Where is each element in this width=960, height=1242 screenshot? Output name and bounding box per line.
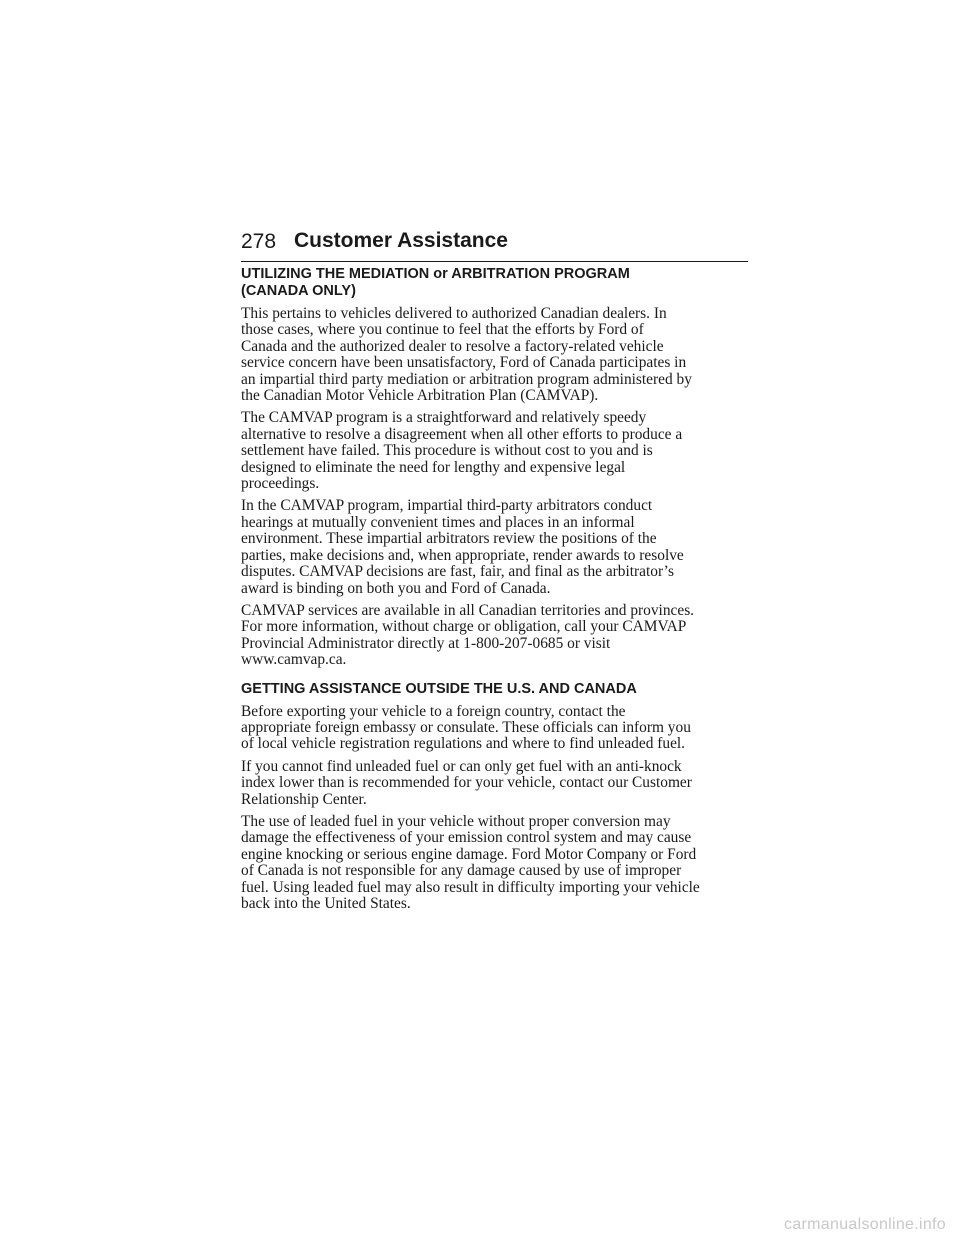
text-line: settlement have failed. This procedure is without cost to you and is — [241, 442, 653, 460]
text-line: hearings at mutually convenient times and places in an informal — [241, 513, 635, 531]
heading-outside-us-canada — [241, 681, 753, 698]
text-line: For more information, without charge or obligation, call your CAMVAP — [241, 618, 687, 636]
paragraph-canadian-dealers — [241, 306, 753, 404]
text-line: designed to eliminate the need for lengthy and expensive legal — [241, 458, 626, 476]
text-line: environment. These impartial arbitrators review the positions of the — [241, 530, 657, 548]
text-line: alternative to resolve a disagreement when all other efforts to produce a — [241, 425, 683, 443]
paragraph-camvap-services — [241, 603, 753, 669]
heading-line: GETTING ASSISTANCE OUTSIDE THE U.S. AND CANADA — [241, 680, 637, 697]
page-content — [241, 266, 753, 918]
page-header — [241, 229, 748, 262]
text-line: appropriate foreign embassy or consulate. These officials can inform you — [241, 718, 691, 736]
text-line: In the CAMVAP program, impartial third-party arbitrators conduct — [241, 497, 653, 515]
text-line: an impartial third party mediation or arbitration program administered by — [241, 370, 692, 388]
text-line: This pertains to vehicles delivered to authorized Canadian dealers. In — [241, 305, 667, 322]
text-line: index lower than is recommended for your vehicle, contact our Customer — [241, 774, 692, 792]
paragraph-leaded-fuel — [241, 814, 753, 912]
text-line: Before exporting your vehicle to a foreign country, contact the — [241, 702, 626, 720]
paragraph-camvap-program — [241, 410, 753, 492]
text-line: proceedings. — [241, 475, 320, 493]
text-line: damage the effectiveness of your emission control system and may cause — [241, 829, 692, 847]
text-line: The CAMVAP program is a straightforward and relatively speedy — [241, 409, 647, 427]
text-line: engine knocking or serious engine damage. Ford Motor Company or Ford — [241, 845, 697, 863]
text-line: parties, make decisions and, when appropriate, render awards to resolve — [241, 546, 684, 564]
text-line: Relationship Center. — [241, 790, 367, 808]
paragraph-arbitrators — [241, 498, 753, 596]
paragraph-unleaded-fuel — [241, 759, 753, 808]
text-line: those cases, where you continue to feel that the efforts by Ford of — [241, 321, 644, 339]
text-line: CAMVAP services are available in all Canadian territories and provinces. — [241, 601, 695, 619]
page-number: 278 — [241, 230, 277, 253]
text-line: fuel. Using leaded fuel may also result in difficulty importing your vehicle — [241, 878, 700, 896]
heading-line: UTILIZING THE MEDIATION or ARBITRATION PROGRAM — [241, 266, 630, 282]
text-line: of local vehicle registration regulations and where to find unleaded fuel. — [241, 735, 686, 753]
text-line: Provincial Administrator directly at 1-800-207-0685 or visit — [241, 634, 611, 652]
watermark-text: carmanualsonline.info — [784, 1216, 946, 1233]
heading-line: (CANADA ONLY) — [241, 283, 356, 299]
text-line: Canada and the authorized dealer to resolve a factory-related vehicle — [241, 337, 664, 355]
text-line: The use of leaded fuel in your vehicle without proper conversion may — [241, 812, 671, 830]
text-line: award is binding on both you and Ford of Canada. — [241, 579, 551, 597]
text-line: the Canadian Motor Vehicle Arbitration Plan (CAMVAP). — [241, 387, 599, 405]
section-title: Customer Assistance — [294, 229, 508, 252]
text-line: disputes. CAMVAP decisions are fast, fair, and final as the arbitrator’s — [241, 563, 674, 581]
text-line: of Canada is not responsible for any damage caused by use of improper — [241, 862, 682, 880]
text-line: If you cannot find unleaded fuel or can only get fuel with an anti-knock — [241, 757, 682, 775]
text-line: www.camvap.ca. — [241, 651, 347, 669]
text-line: service concern have been unsatisfactory, Ford of Canada participates in — [241, 354, 687, 372]
paragraph-exporting-vehicle — [241, 704, 753, 753]
heading-mediation-arbitration — [241, 266, 753, 300]
text-line: back into the United States. — [241, 895, 411, 912]
